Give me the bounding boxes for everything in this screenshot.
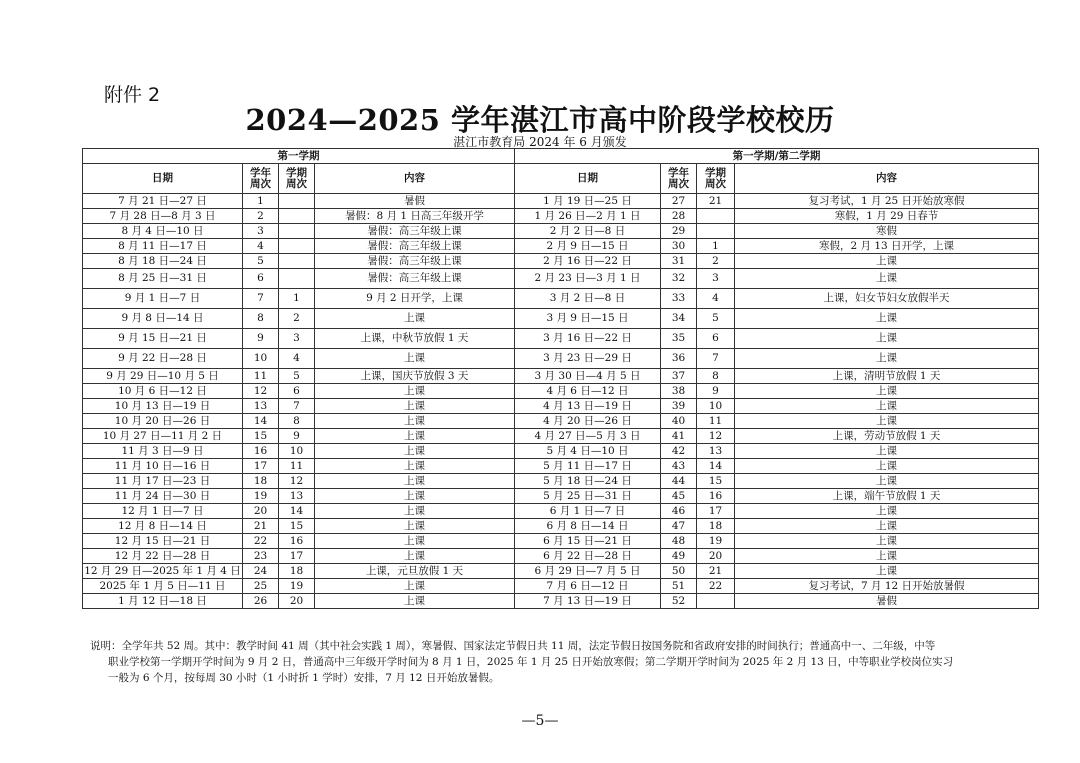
right-year-week-cell: 32 <box>661 269 697 289</box>
left-content-cell: 上课 <box>315 349 515 369</box>
term-week-header: 学期 周次 <box>279 164 315 194</box>
right-date-cell: 4 月 20 日—26 日 <box>515 414 661 429</box>
right-date-cell: 6 月 29 日—7 月 5 日 <box>515 564 661 579</box>
content-header: 内容 <box>315 164 515 194</box>
left-term-week-cell: 6 <box>279 384 315 399</box>
left-year-week-cell: 8 <box>243 309 279 329</box>
right-term-week-cell <box>697 224 735 239</box>
left-term-week-cell <box>279 194 315 209</box>
left-date-cell: 9 月 29 日—10 月 5 日 <box>83 369 243 384</box>
right-term-week-cell: 8 <box>697 369 735 384</box>
right-term-week-cell: 17 <box>697 504 735 519</box>
left-year-week-cell: 20 <box>243 504 279 519</box>
right-content-cell: 上课 <box>735 384 1039 399</box>
left-content-cell: 上课 <box>315 549 515 564</box>
left-year-week-cell: 26 <box>243 594 279 609</box>
left-year-week-cell: 22 <box>243 534 279 549</box>
left-term-week-cell: 2 <box>279 309 315 329</box>
left-content-cell: 上课 <box>315 444 515 459</box>
left-term-week-cell: 8 <box>279 414 315 429</box>
left-date-cell: 9 月 22 日—28 日 <box>83 349 243 369</box>
calendar-row <box>83 444 1039 459</box>
left-year-week-cell: 18 <box>243 474 279 489</box>
right-content-cell: 上课 <box>735 474 1039 489</box>
attachment-label: 附件 2 <box>104 84 161 106</box>
right-term-week-cell: 21 <box>697 194 735 209</box>
right-date-cell: 5 月 4 日—10 日 <box>515 444 661 459</box>
left-year-week-cell: 19 <box>243 489 279 504</box>
right-content-cell: 寒假，2 月 13 日开学，上课 <box>735 239 1039 254</box>
left-date-cell: 7 月 28 日—8 月 3 日 <box>83 209 243 224</box>
left-term-week-cell: 12 <box>279 474 315 489</box>
left-year-week-cell: 4 <box>243 239 279 254</box>
left-content-cell: 暑假：高三年级上课 <box>315 254 515 269</box>
right-content-cell: 上课 <box>735 504 1039 519</box>
left-date-cell: 10 月 20 日—26 日 <box>83 414 243 429</box>
left-content-cell: 上课 <box>315 504 515 519</box>
left-term-week-cell: 4 <box>279 349 315 369</box>
left-year-week-cell: 13 <box>243 399 279 414</box>
right-year-week-cell: 39 <box>661 399 697 414</box>
left-year-week-cell: 14 <box>243 414 279 429</box>
right-content-cell: 上课，妇女节妇女放假半天 <box>735 289 1039 309</box>
right-content-cell: 上课 <box>735 414 1039 429</box>
right-term-week-cell: 10 <box>697 399 735 414</box>
left-content-cell: 上课 <box>315 594 515 609</box>
left-date-cell: 11 月 3 日—9 日 <box>83 444 243 459</box>
right-content-cell: 上课 <box>735 254 1039 269</box>
right-year-week-cell: 47 <box>661 519 697 534</box>
left-term-week-cell <box>279 269 315 289</box>
right-term-week-cell: 21 <box>697 564 735 579</box>
right-content-cell: 上课 <box>735 269 1039 289</box>
right-content-cell: 上课 <box>735 309 1039 329</box>
left-content-cell: 上课，元旦放假 1 天 <box>315 564 515 579</box>
right-year-week-cell: 48 <box>661 534 697 549</box>
calendar-row <box>83 239 1039 254</box>
left-content-cell: 上课，国庆节放假 3 天 <box>315 369 515 384</box>
right-content-cell: 上课，端午节放假 1 天 <box>735 489 1039 504</box>
left-date-cell: 9 月 8 日—14 日 <box>83 309 243 329</box>
right-content-cell: 寒假，1 月 29 日春节 <box>735 209 1039 224</box>
right-content-cell: 暑假 <box>735 594 1039 609</box>
left-year-week-cell: 6 <box>243 269 279 289</box>
right-term-week-cell: 15 <box>697 474 735 489</box>
right-year-week-cell: 52 <box>661 594 697 609</box>
right-year-week-cell: 43 <box>661 459 697 474</box>
note-line: 一般为 6 个月，按每周 30 小时（1 小时折 1 学时）安排，7 月 12 日开始放暑假。 <box>108 672 500 684</box>
left-year-week-cell: 5 <box>243 254 279 269</box>
right-date-cell: 5 月 18 日—24 日 <box>515 474 661 489</box>
left-term-week-cell: 19 <box>279 579 315 594</box>
content-header: 内容 <box>735 164 1039 194</box>
left-date-cell: 1 月 12 日—18 日 <box>83 594 243 609</box>
left-year-week-cell: 7 <box>243 289 279 309</box>
right-year-week-cell: 42 <box>661 444 697 459</box>
right-date-cell: 6 月 15 日—21 日 <box>515 534 661 549</box>
left-date-cell: 10 月 13 日—19 日 <box>83 399 243 414</box>
left-year-week-cell: 25 <box>243 579 279 594</box>
right-content-cell: 复习考试，1 月 25 日开始放寒假 <box>735 194 1039 209</box>
left-year-week-cell: 16 <box>243 444 279 459</box>
left-content-cell: 上课 <box>315 459 515 474</box>
right-year-week-cell: 34 <box>661 309 697 329</box>
left-term-week-cell <box>279 254 315 269</box>
left-term-week-cell <box>279 224 315 239</box>
right-term-week-cell: 18 <box>697 519 735 534</box>
right-year-week-cell: 40 <box>661 414 697 429</box>
calendar-row <box>83 349 1039 369</box>
right-date-cell: 2 月 16 日—22 日 <box>515 254 661 269</box>
right-date-cell: 7 月 13 日—19 日 <box>515 594 661 609</box>
left-term-week-cell: 17 <box>279 549 315 564</box>
school-calendar-table <box>82 148 1039 609</box>
right-year-week-cell: 27 <box>661 194 697 209</box>
right-year-week-cell: 45 <box>661 489 697 504</box>
left-year-week-cell: 12 <box>243 384 279 399</box>
right-date-cell: 5 月 11 日—17 日 <box>515 459 661 474</box>
right-term-week-cell: 22 <box>697 579 735 594</box>
right-content-cell: 上课 <box>735 519 1039 534</box>
left-content-cell: 上课 <box>315 474 515 489</box>
left-date-cell: 9 月 15 日—21 日 <box>83 329 243 349</box>
calendar-row <box>83 519 1039 534</box>
second-term-section: 第一学期/第二学期 <box>515 149 1039 164</box>
first-term-section: 第一学期 <box>83 149 515 164</box>
left-year-week-cell: 10 <box>243 349 279 369</box>
right-date-cell: 2 月 9 日—15 日 <box>515 239 661 254</box>
left-term-week-cell <box>279 209 315 224</box>
date-header: 日期 <box>515 164 661 194</box>
calendar-row <box>83 209 1039 224</box>
left-date-cell: 7 月 21 日—27 日 <box>83 194 243 209</box>
right-term-week-cell: 9 <box>697 384 735 399</box>
calendar-row <box>83 254 1039 269</box>
left-date-cell: 12 月 22 日—28 日 <box>83 549 243 564</box>
right-term-week-cell: 11 <box>697 414 735 429</box>
right-content-cell: 寒假 <box>735 224 1039 239</box>
left-content-cell: 暑假：高三年级上课 <box>315 239 515 254</box>
right-term-week-cell: 5 <box>697 309 735 329</box>
calendar-row <box>83 369 1039 384</box>
left-term-week-cell: 11 <box>279 459 315 474</box>
right-term-week-cell: 12 <box>697 429 735 444</box>
left-year-week-cell: 11 <box>243 369 279 384</box>
notes-block <box>90 638 1030 686</box>
right-year-week-cell: 33 <box>661 289 697 309</box>
calendar-row <box>83 459 1039 474</box>
left-content-cell: 上课 <box>315 399 515 414</box>
left-term-week-cell: 20 <box>279 594 315 609</box>
right-content-cell: 上课 <box>735 399 1039 414</box>
page-number: —5— <box>521 713 559 729</box>
left-date-cell: 8 月 11 日—17 日 <box>83 239 243 254</box>
right-year-week-cell: 50 <box>661 564 697 579</box>
right-date-cell: 4 月 27 日—5 月 3 日 <box>515 429 661 444</box>
right-year-week-cell: 51 <box>661 579 697 594</box>
left-term-week-cell: 5 <box>279 369 315 384</box>
calendar-row <box>83 399 1039 414</box>
note-line: 职业学校第一学期开学时间为 9 月 2 日，普通高中三年级开学时间为 8 月 1 日，2025 年 1 月 25 日开始放寒假；第二学期开学时间为 2025 年 2 月 13 日，中等职业学校岗位实习 <box>108 656 954 668</box>
left-year-week-cell: 2 <box>243 209 279 224</box>
left-term-week-cell <box>279 239 315 254</box>
calendar-row <box>83 489 1039 504</box>
note-line: 说明：全学年共 52 周。其中：教学时间 41 周（其中社会实践 1 周），寒暑假、国家法定节假日共 11 周，法定节假日按国务院和省政府安排的时间执行；普通高中一、二年级，中等 <box>90 640 936 652</box>
left-date-cell: 8 月 18 日—24 日 <box>83 254 243 269</box>
calendar-row <box>83 414 1039 429</box>
left-year-week-cell: 15 <box>243 429 279 444</box>
right-year-week-cell: 38 <box>661 384 697 399</box>
term-week-header: 学期 周次 <box>697 164 735 194</box>
left-content-cell: 上课 <box>315 579 515 594</box>
right-term-week-cell: 3 <box>697 269 735 289</box>
left-year-week-cell: 24 <box>243 564 279 579</box>
left-term-week-cell: 13 <box>279 489 315 504</box>
calendar-row <box>83 429 1039 444</box>
left-content-cell: 上课 <box>315 489 515 504</box>
calendar-row <box>83 549 1039 564</box>
right-content-cell: 上课 <box>735 329 1039 349</box>
left-content-cell: 上课 <box>315 429 515 444</box>
right-date-cell: 1 月 19 日—25 日 <box>515 194 661 209</box>
left-content-cell: 9 月 2 日开学，上课 <box>315 289 515 309</box>
left-year-week-cell: 21 <box>243 519 279 534</box>
calendar-row <box>83 309 1039 329</box>
right-term-week-cell: 16 <box>697 489 735 504</box>
left-content-cell: 暑假：8 月 1 日高三年级开学 <box>315 209 515 224</box>
left-date-cell: 11 月 24 日—30 日 <box>83 489 243 504</box>
right-date-cell: 3 月 16 日—22 日 <box>515 329 661 349</box>
left-term-week-cell: 15 <box>279 519 315 534</box>
right-term-week-cell: 6 <box>697 329 735 349</box>
right-content-cell: 上课 <box>735 564 1039 579</box>
right-term-week-cell <box>697 209 735 224</box>
right-date-cell: 6 月 8 日—14 日 <box>515 519 661 534</box>
left-content-cell: 上课 <box>315 519 515 534</box>
column-header-row <box>83 164 1039 194</box>
right-content-cell: 上课 <box>735 444 1039 459</box>
left-content-cell: 上课 <box>315 384 515 399</box>
right-year-week-cell: 35 <box>661 329 697 349</box>
left-content-cell: 暑假：高三年级上课 <box>315 224 515 239</box>
right-content-cell: 上课 <box>735 459 1039 474</box>
calendar-row <box>83 594 1039 609</box>
right-date-cell: 2 月 2 日—8 日 <box>515 224 661 239</box>
right-term-week-cell: 4 <box>697 289 735 309</box>
left-term-week-cell: 1 <box>279 289 315 309</box>
left-date-cell: 9 月 1 日—7 日 <box>83 289 243 309</box>
left-date-cell: 10 月 27 日—11 月 2 日 <box>83 429 243 444</box>
calendar-row <box>83 224 1039 239</box>
right-content-cell: 上课，劳动节放假 1 天 <box>735 429 1039 444</box>
calendar-row <box>83 564 1039 579</box>
right-year-week-cell: 28 <box>661 209 697 224</box>
year-week-header: 学年 周次 <box>661 164 697 194</box>
left-content-cell: 上课 <box>315 414 515 429</box>
issuer-subtitle: 湛江市教育局 2024 年 6 月颁发 <box>453 135 627 149</box>
date-header: 日期 <box>83 164 243 194</box>
left-term-week-cell: 7 <box>279 399 315 414</box>
calendar-row <box>83 269 1039 289</box>
calendar-row <box>83 194 1039 209</box>
right-year-week-cell: 44 <box>661 474 697 489</box>
left-term-week-cell: 16 <box>279 534 315 549</box>
right-content-cell: 上课 <box>735 349 1039 369</box>
calendar-row <box>83 579 1039 594</box>
calendar-row <box>83 289 1039 309</box>
right-date-cell: 3 月 23 日—29 日 <box>515 349 661 369</box>
left-year-week-cell: 17 <box>243 459 279 474</box>
right-year-week-cell: 41 <box>661 429 697 444</box>
year-week-header: 学年 周次 <box>243 164 279 194</box>
left-term-week-cell: 9 <box>279 429 315 444</box>
left-content-cell: 上课 <box>315 309 515 329</box>
right-year-week-cell: 31 <box>661 254 697 269</box>
left-date-cell: 11 月 10 日—16 日 <box>83 459 243 474</box>
right-date-cell: 3 月 2 日—8 日 <box>515 289 661 309</box>
right-term-week-cell: 20 <box>697 549 735 564</box>
calendar-row <box>83 534 1039 549</box>
right-term-week-cell: 2 <box>697 254 735 269</box>
right-date-cell: 3 月 9 日—15 日 <box>515 309 661 329</box>
right-date-cell: 6 月 1 日—7 日 <box>515 504 661 519</box>
left-date-cell: 8 月 25 日—31 日 <box>83 269 243 289</box>
right-content-cell: 上课，清明节放假 1 天 <box>735 369 1039 384</box>
right-year-week-cell: 29 <box>661 224 697 239</box>
left-term-week-cell: 14 <box>279 504 315 519</box>
left-year-week-cell: 23 <box>243 549 279 564</box>
right-content-cell: 复习考试，7 月 12 日开始放暑假 <box>735 579 1039 594</box>
right-date-cell: 5 月 25 日—31 日 <box>515 489 661 504</box>
page-title: 2024—2025 学年湛江市高中阶段学校校历 <box>245 103 835 137</box>
left-date-cell: 10 月 6 日—12 日 <box>83 384 243 399</box>
right-term-week-cell: 13 <box>697 444 735 459</box>
left-date-cell: 12 月 15 日—21 日 <box>83 534 243 549</box>
right-date-cell: 2 月 23 日—3 月 1 日 <box>515 269 661 289</box>
right-date-cell: 4 月 13 日—19 日 <box>515 399 661 414</box>
left-date-cell: 12 月 29 日—2025 年 1 月 4 日 <box>84 564 241 577</box>
left-content-cell: 暑假 <box>315 194 515 209</box>
right-term-week-cell: 19 <box>697 534 735 549</box>
right-content-cell: 上课 <box>735 534 1039 549</box>
right-date-cell: 7 月 6 日—12 日 <box>515 579 661 594</box>
left-year-week-cell: 1 <box>243 194 279 209</box>
left-year-week-cell: 9 <box>243 329 279 349</box>
left-term-week-cell: 3 <box>279 329 315 349</box>
left-content-cell: 上课，中秋节放假 1 天 <box>315 329 515 349</box>
right-year-week-cell: 37 <box>661 369 697 384</box>
right-term-week-cell: 1 <box>697 239 735 254</box>
right-year-week-cell: 30 <box>661 239 697 254</box>
right-year-week-cell: 36 <box>661 349 697 369</box>
left-content-cell: 上课 <box>315 534 515 549</box>
left-date-cell: 12 月 1 日—7 日 <box>83 504 243 519</box>
right-term-week-cell <box>697 594 735 609</box>
calendar-row <box>83 384 1039 399</box>
calendar-row <box>83 504 1039 519</box>
section-header-row <box>83 149 1039 164</box>
calendar-row <box>83 329 1039 349</box>
left-date-cell: 11 月 17 日—23 日 <box>83 474 243 489</box>
left-term-week-cell: 10 <box>279 444 315 459</box>
left-term-week-cell: 18 <box>279 564 315 579</box>
left-date-cell: 12 月 8 日—14 日 <box>83 519 243 534</box>
left-date-cell: 2025 年 1 月 5 日—11 日 <box>83 579 243 594</box>
right-date-cell: 4 月 6 日—12 日 <box>515 384 661 399</box>
right-date-cell: 1 月 26 日—2 月 1 日 <box>515 209 661 224</box>
right-term-week-cell: 7 <box>697 349 735 369</box>
right-content-cell: 上课 <box>735 549 1039 564</box>
right-year-week-cell: 49 <box>661 549 697 564</box>
right-date-cell: 6 月 22 日—28 日 <box>515 549 661 564</box>
calendar-row <box>83 474 1039 489</box>
right-date-cell: 3 月 30 日—4 月 5 日 <box>515 369 661 384</box>
left-year-week-cell: 3 <box>243 224 279 239</box>
right-term-week-cell: 14 <box>697 459 735 474</box>
right-year-week-cell: 46 <box>661 504 697 519</box>
left-date-cell: 8 月 4 日—10 日 <box>83 224 243 239</box>
left-content-cell: 暑假：高三年级上课 <box>315 269 515 289</box>
